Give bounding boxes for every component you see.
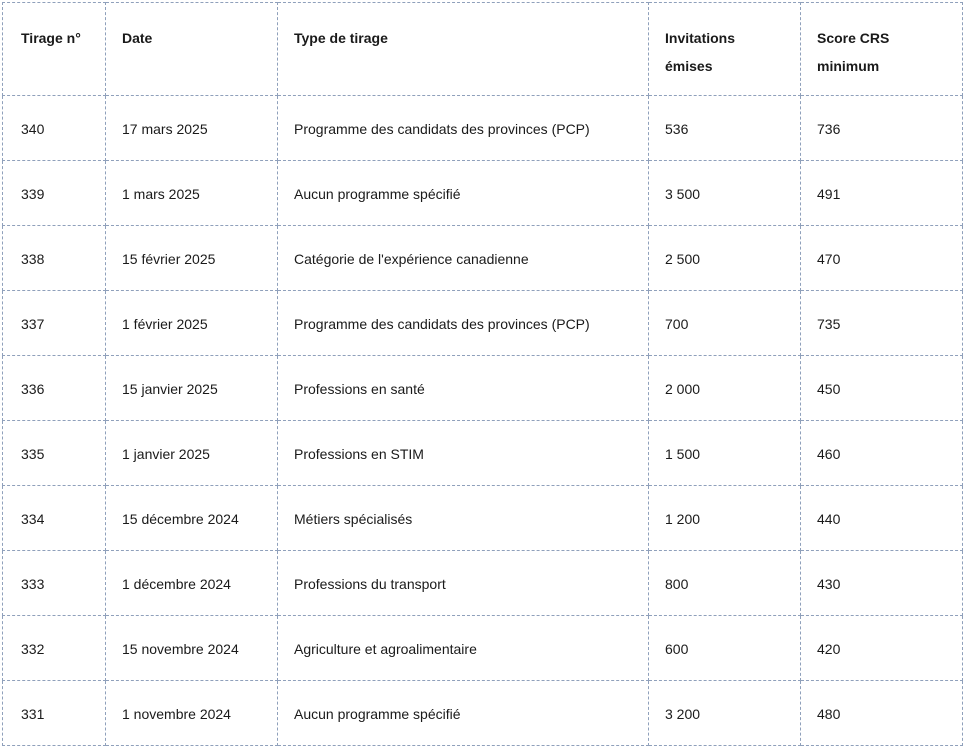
cell-draw-number: 338 (3, 226, 106, 291)
cell-draw-type: Agriculture et agroalimentaire (278, 616, 649, 681)
express-entry-draws-table (2, 2, 963, 746)
cell-draw-number: 333 (3, 551, 106, 616)
cell-date: 1 février 2025 (106, 291, 278, 356)
cell-draw-type: Métiers spécialisés (278, 486, 649, 551)
table-row (3, 161, 963, 226)
cell-min-score: 736 (801, 96, 963, 161)
cell-min-score: 480 (801, 681, 963, 746)
table-row (3, 486, 963, 551)
cell-draw-number: 336 (3, 356, 106, 421)
cell-date: 17 mars 2025 (106, 96, 278, 161)
cell-date: 1 novembre 2024 (106, 681, 278, 746)
cell-draw-number: 337 (3, 291, 106, 356)
cell-date: 15 décembre 2024 (106, 486, 278, 551)
cell-draw-type: Professions en STIM (278, 421, 649, 486)
header-min-score: Score CRS minimum (801, 3, 963, 96)
cell-draw-type: Programme des candidats des provinces (PCP) (278, 291, 649, 356)
cell-invitations: 3 500 (649, 161, 801, 226)
cell-invitations: 700 (649, 291, 801, 356)
table-row (3, 681, 963, 746)
cell-date: 1 janvier 2025 (106, 421, 278, 486)
cell-min-score: 420 (801, 616, 963, 681)
cell-min-score: 470 (801, 226, 963, 291)
table-row (3, 421, 963, 486)
cell-draw-type: Catégorie de l'expérience canadienne (278, 226, 649, 291)
cell-draw-number: 331 (3, 681, 106, 746)
cell-invitations: 2 500 (649, 226, 801, 291)
cell-min-score: 440 (801, 486, 963, 551)
cell-min-score: 430 (801, 551, 963, 616)
header-date: Date (106, 3, 278, 96)
cell-invitations: 3 200 (649, 681, 801, 746)
cell-draw-number: 339 (3, 161, 106, 226)
header-draw-number: Tirage n° (3, 3, 106, 96)
cell-invitations: 600 (649, 616, 801, 681)
cell-min-score: 450 (801, 356, 963, 421)
cell-invitations: 1 200 (649, 486, 801, 551)
cell-draw-number: 340 (3, 96, 106, 161)
cell-draw-number: 332 (3, 616, 106, 681)
cell-draw-type: Programme des candidats des provinces (PCP) (278, 96, 649, 161)
table-row (3, 356, 963, 421)
cell-date: 1 décembre 2024 (106, 551, 278, 616)
cell-date: 15 novembre 2024 (106, 616, 278, 681)
table-body (3, 96, 963, 746)
table-row (3, 226, 963, 291)
cell-draw-type: Professions du transport (278, 551, 649, 616)
cell-invitations: 1 500 (649, 421, 801, 486)
cell-invitations: 536 (649, 96, 801, 161)
table-row (3, 551, 963, 616)
table-row (3, 291, 963, 356)
header-invitations: Invitations émises (649, 3, 801, 96)
cell-draw-type: Aucun programme spécifié (278, 161, 649, 226)
cell-min-score: 460 (801, 421, 963, 486)
cell-draw-type: Professions en santé (278, 356, 649, 421)
cell-date: 15 février 2025 (106, 226, 278, 291)
header-draw-type: Type de tirage (278, 3, 649, 96)
cell-invitations: 800 (649, 551, 801, 616)
table-row (3, 96, 963, 161)
table-header (3, 3, 963, 96)
cell-date: 15 janvier 2025 (106, 356, 278, 421)
cell-min-score: 735 (801, 291, 963, 356)
cell-draw-type: Aucun programme spécifié (278, 681, 649, 746)
cell-date: 1 mars 2025 (106, 161, 278, 226)
cell-draw-number: 335 (3, 421, 106, 486)
header-row (3, 3, 963, 96)
cell-min-score: 491 (801, 161, 963, 226)
cell-draw-number: 334 (3, 486, 106, 551)
table-row (3, 616, 963, 681)
cell-invitations: 2 000 (649, 356, 801, 421)
